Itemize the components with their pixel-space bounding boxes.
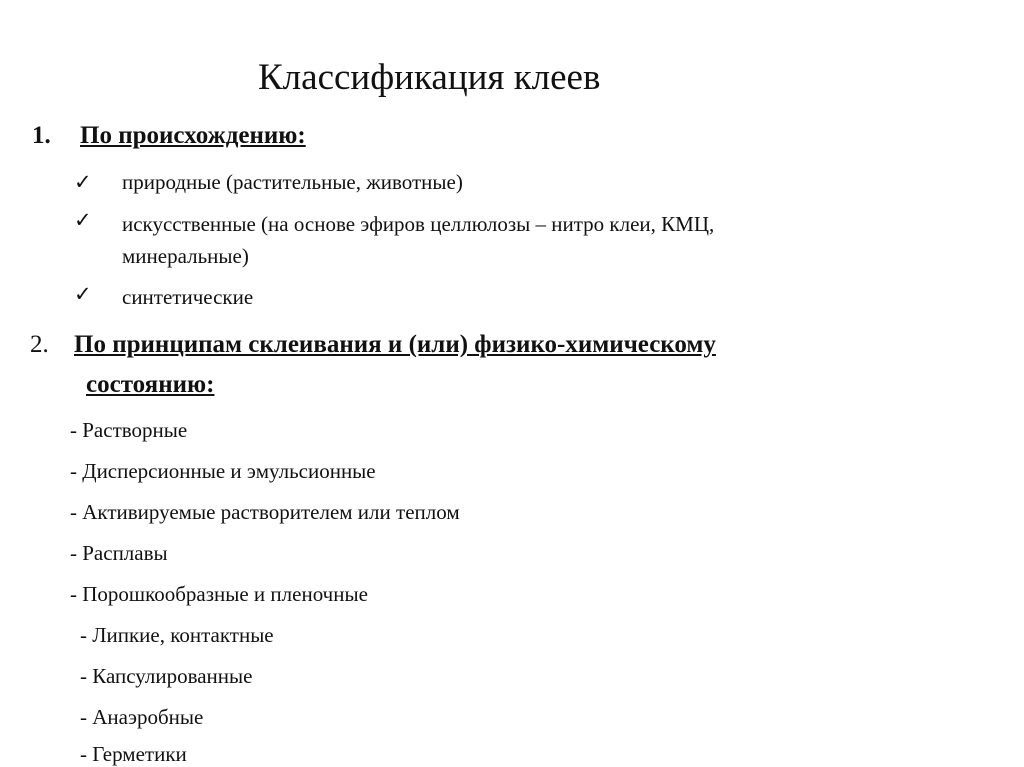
checkmark-icon: ✓ bbox=[74, 170, 92, 194]
section-heading: По принципам склеивания и (или) физико-химическому bbox=[74, 331, 716, 358]
list-item: искусственные (на основе эфиров целлюлозы – нитро клеи, КМЦ, bbox=[122, 212, 715, 236]
list-item: - Дисперсионные и эмульсионные bbox=[70, 459, 376, 483]
section-heading: По происхождению: bbox=[80, 122, 306, 149]
list-item: синтетические bbox=[122, 285, 254, 309]
list-item: - Порошкообразные и пленочные bbox=[70, 582, 368, 606]
list-item: - Анаэробные bbox=[80, 705, 204, 729]
section-number: 1. bbox=[32, 122, 51, 149]
list-item: - Капсулированные bbox=[80, 664, 253, 688]
list-item: - Расплавы bbox=[70, 541, 168, 565]
list-item: - Герметики bbox=[80, 742, 187, 766]
section-number: 2. bbox=[30, 331, 49, 358]
list-item: природные (растительные, животные) bbox=[122, 170, 463, 194]
list-item: - Липкие, контактные bbox=[80, 623, 274, 647]
section-heading-continuation: состоянию: bbox=[86, 371, 215, 398]
list-item: - Активируемые растворителем или теплом bbox=[70, 500, 460, 524]
slide-title: Классификация клеев bbox=[258, 57, 601, 98]
list-item-continuation: минеральные) bbox=[122, 244, 249, 268]
list-item: - Растворные bbox=[70, 418, 188, 442]
checkmark-icon: ✓ bbox=[74, 208, 92, 232]
checkmark-icon: ✓ bbox=[74, 282, 92, 306]
